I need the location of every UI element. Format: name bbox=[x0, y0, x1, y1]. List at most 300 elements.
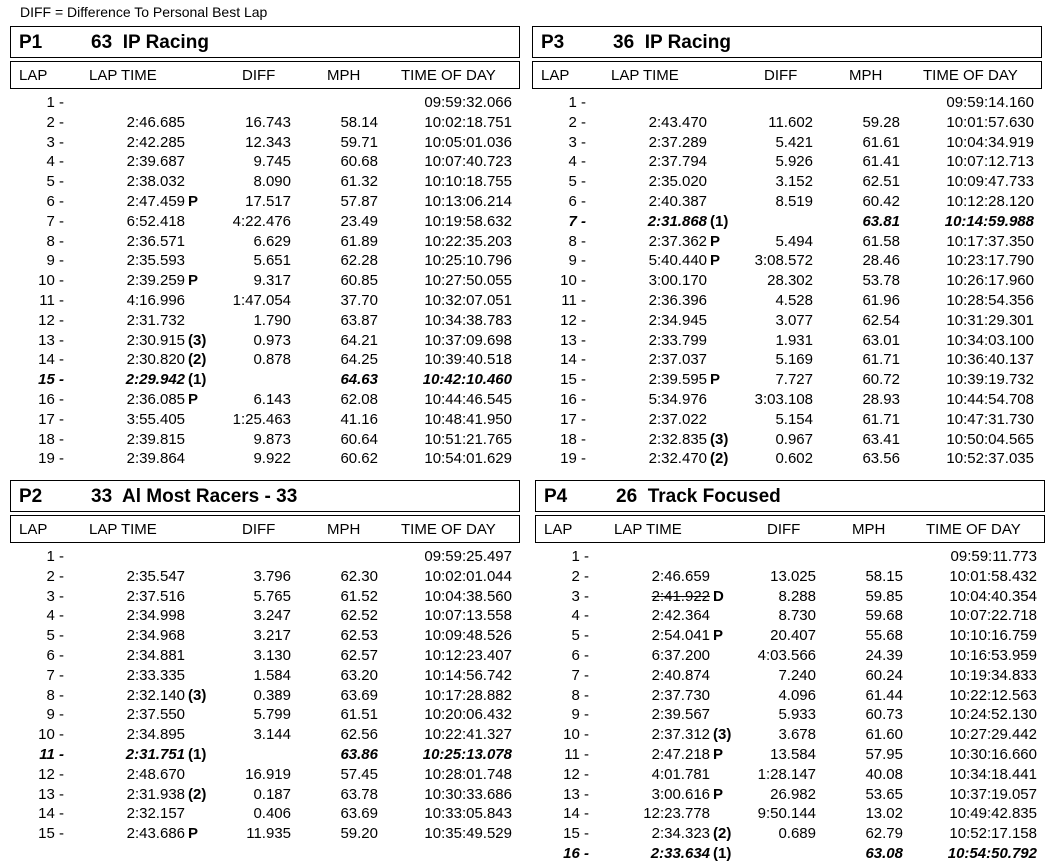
lap-diff: 9.922 bbox=[253, 450, 291, 468]
lap-time: 2:29.942 bbox=[125, 371, 185, 389]
lap-number: 6 - bbox=[571, 646, 589, 664]
lap-row bbox=[532, 390, 1042, 410]
lap-diff: 3.130 bbox=[253, 646, 291, 664]
lap-mph: 53.65 bbox=[865, 785, 903, 803]
lap-row bbox=[535, 745, 1045, 765]
time-of-day: 10:12:23.407 bbox=[424, 646, 512, 664]
lap-number: 14 - bbox=[38, 805, 64, 823]
best-lap-row bbox=[535, 844, 1045, 864]
lap-number: 10 - bbox=[560, 272, 586, 290]
lap-time: 2:34.968 bbox=[126, 627, 185, 645]
lap-diff: 9.745 bbox=[253, 153, 291, 171]
lap-time: 2:39.595 bbox=[648, 371, 707, 389]
lap-diff: 0.602 bbox=[775, 450, 813, 468]
lap-mph: 59.85 bbox=[865, 587, 903, 605]
lap-number: 14 - bbox=[38, 351, 64, 369]
lap-time: 2:35.547 bbox=[126, 567, 185, 585]
lap-header: LAP bbox=[544, 521, 573, 538]
time-of-day: 10:07:40.723 bbox=[424, 153, 512, 171]
lap-mph: 23.49 bbox=[340, 212, 378, 230]
lap-number: 7 - bbox=[46, 666, 64, 684]
lap-flag: (1) bbox=[713, 844, 732, 862]
lap-mph: 63.01 bbox=[862, 331, 900, 349]
lap-mph: 60.64 bbox=[340, 430, 378, 448]
lap-flag: (1) bbox=[188, 745, 207, 763]
lap-rows bbox=[10, 93, 520, 469]
finish-position: P4 bbox=[544, 486, 568, 507]
lap-mph: 28.46 bbox=[862, 252, 900, 270]
lap-number: 3 - bbox=[568, 133, 586, 151]
lap-row bbox=[10, 212, 520, 232]
lap-diff: 12.343 bbox=[245, 133, 291, 151]
lap-mph: 61.58 bbox=[862, 232, 900, 250]
lap-number: 13 - bbox=[563, 785, 589, 803]
time-of-day: 09:59:32.066 bbox=[424, 94, 512, 111]
lap-mph: 53.78 bbox=[862, 272, 900, 290]
lap-time: 2:30.820 bbox=[126, 351, 185, 369]
lap-mph: 63.20 bbox=[340, 666, 378, 684]
lap-flag: P bbox=[188, 825, 199, 843]
lap-number: 16 - bbox=[563, 844, 589, 862]
lap-number: 16 - bbox=[38, 390, 64, 408]
time-of-day: 10:42:10.460 bbox=[422, 371, 512, 389]
time-of-day: 10:04:40.354 bbox=[949, 587, 1037, 605]
lap-time: 2:34.945 bbox=[648, 311, 707, 329]
time-of-day: 10:14:59.988 bbox=[944, 212, 1034, 230]
lap-time: 2:46.659 bbox=[651, 567, 710, 585]
lap-number: 18 - bbox=[38, 430, 64, 448]
lap-diff: 8.090 bbox=[253, 173, 291, 191]
lap-mph: 57.87 bbox=[340, 192, 378, 210]
lap-mph: 62.57 bbox=[340, 646, 378, 664]
lap-number: 17 - bbox=[38, 410, 64, 428]
lap-mph: 57.95 bbox=[865, 745, 903, 763]
time-of-day: 10:07:12.713 bbox=[946, 153, 1034, 171]
time-of-day-header: TIME OF DAY bbox=[401, 521, 496, 538]
lap-row bbox=[532, 251, 1042, 271]
time-of-day: 10:54:01.629 bbox=[424, 450, 512, 468]
lap-row bbox=[10, 785, 520, 805]
lap-number: 1 - bbox=[46, 548, 64, 565]
lap-row bbox=[10, 152, 520, 172]
finish-position: P1 bbox=[19, 32, 43, 53]
time-of-day: 10:39:19.732 bbox=[946, 371, 1034, 389]
lap-number: 10 - bbox=[38, 272, 64, 290]
lap-number: 17 - bbox=[560, 410, 586, 428]
lap-diff: 5.799 bbox=[253, 706, 291, 724]
lap-number: 8 - bbox=[46, 232, 64, 250]
lap-number: 18 - bbox=[560, 430, 586, 448]
time-of-day: 09:59:11.773 bbox=[950, 548, 1037, 565]
lap-row bbox=[535, 547, 1045, 567]
panel-title-bar bbox=[535, 480, 1045, 512]
lap-diff: 26.982 bbox=[770, 785, 816, 803]
lap-row bbox=[532, 350, 1042, 370]
lap-row bbox=[10, 192, 520, 212]
lap-time: 2:39.815 bbox=[126, 430, 185, 448]
lap-flag: (3) bbox=[188, 331, 207, 349]
lap-row bbox=[10, 765, 520, 785]
lap-number: 3 - bbox=[46, 587, 64, 605]
car-name: 26 Track Focused bbox=[616, 486, 781, 507]
best-lap-row bbox=[532, 212, 1042, 232]
lap-mph: 41.16 bbox=[340, 410, 378, 428]
lap-mph: 61.61 bbox=[862, 133, 900, 151]
lap-diff: 5.765 bbox=[253, 587, 291, 605]
lap-mph: 61.71 bbox=[862, 410, 900, 428]
lap-diff: 0.389 bbox=[253, 686, 291, 704]
lap-number: 4 - bbox=[571, 607, 589, 625]
time-of-day-header: TIME OF DAY bbox=[401, 67, 496, 84]
lap-mph: 57.45 bbox=[340, 765, 378, 783]
lap-mph: 62.54 bbox=[862, 311, 900, 329]
lap-diff: 1.790 bbox=[253, 311, 291, 329]
lap-number: 19 - bbox=[560, 450, 586, 468]
lap-time: 5:40.440 bbox=[648, 252, 707, 270]
lap-time: 2:33.799 bbox=[648, 331, 707, 349]
lap-mph: 62.52 bbox=[340, 607, 378, 625]
lap-diff: 0.187 bbox=[253, 785, 291, 803]
lap-diff: 3.152 bbox=[775, 173, 813, 191]
lap-mph: 62.28 bbox=[340, 252, 378, 270]
time-of-day: 10:44:46.545 bbox=[424, 390, 512, 408]
lap-flag: (3) bbox=[713, 726, 732, 744]
lap-row bbox=[535, 705, 1045, 725]
lap-diff: 0.406 bbox=[253, 805, 291, 823]
best-lap-row bbox=[10, 745, 520, 765]
diff-legend: DIFF = Difference To Personal Best Lap bbox=[20, 4, 268, 20]
lap-time: 2:47.459 bbox=[126, 192, 185, 210]
lap-row bbox=[10, 390, 520, 410]
lap-mph: 63.87 bbox=[340, 311, 378, 329]
lap-time: 2:34.895 bbox=[126, 726, 185, 744]
lap-time: 2:37.550 bbox=[126, 706, 185, 724]
lap-mph: 63.81 bbox=[862, 212, 900, 230]
lap-row bbox=[10, 291, 520, 311]
time-of-day: 10:20:06.432 bbox=[424, 706, 512, 724]
lap-time: 4:16.996 bbox=[126, 291, 185, 309]
lap-diff: 0.973 bbox=[253, 331, 291, 349]
lap-diff: 17.517 bbox=[245, 192, 291, 210]
finish-position: P2 bbox=[19, 486, 43, 507]
mph-header: MPH bbox=[849, 67, 883, 84]
lap-row bbox=[535, 626, 1045, 646]
time-of-day: 10:39:40.518 bbox=[424, 351, 512, 369]
lap-time: 2:32.157 bbox=[126, 805, 185, 823]
lap-row bbox=[535, 646, 1045, 666]
lap-mph: 40.08 bbox=[865, 765, 903, 783]
time-of-day: 10:13:06.214 bbox=[424, 192, 512, 210]
lap-number: 8 - bbox=[568, 232, 586, 250]
time-of-day: 10:31:29.301 bbox=[946, 311, 1034, 329]
lap-time-header: LAP TIME bbox=[89, 521, 157, 538]
best-lap-row bbox=[10, 370, 520, 390]
lap-time: 2:37.022 bbox=[648, 410, 707, 428]
lap-diff: 16.743 bbox=[245, 113, 291, 131]
mph-header: MPH bbox=[852, 521, 886, 538]
lap-row bbox=[10, 311, 520, 331]
lap-number: 11 - bbox=[39, 291, 64, 309]
lap-mph: 61.71 bbox=[862, 351, 900, 369]
time-of-day: 10:22:35.203 bbox=[424, 232, 512, 250]
car-name: 63 IP Racing bbox=[91, 32, 209, 53]
lap-flag: P bbox=[710, 371, 721, 389]
time-of-day: 10:07:22.718 bbox=[949, 607, 1037, 625]
lap-number: 1 - bbox=[46, 94, 64, 111]
lap-row bbox=[10, 251, 520, 271]
diff-header: DIFF bbox=[242, 67, 276, 84]
time-of-day: 10:34:38.783 bbox=[424, 311, 512, 329]
lap-mph: 60.85 bbox=[340, 272, 378, 290]
lap-time: 2:36.085 bbox=[126, 390, 185, 408]
lap-number: 19 - bbox=[38, 450, 64, 468]
lap-mph: 63.08 bbox=[865, 844, 903, 862]
time-of-day: 10:30:16.660 bbox=[949, 745, 1037, 763]
panel-title-bar bbox=[532, 26, 1042, 58]
lap-flag: D bbox=[713, 587, 724, 605]
lap-diff: 1:47.054 bbox=[232, 291, 291, 309]
lap-number: 7 - bbox=[46, 212, 64, 230]
lap-time: 2:54.041 bbox=[651, 627, 710, 645]
lap-time: 2:37.362 bbox=[648, 232, 707, 250]
lap-row bbox=[532, 113, 1042, 133]
lap-flag: (1) bbox=[188, 371, 207, 389]
lap-flag: P bbox=[188, 272, 199, 290]
lap-diff: 1.931 bbox=[775, 331, 813, 349]
lap-row bbox=[535, 725, 1045, 745]
time-of-day: 10:52:17.158 bbox=[949, 825, 1037, 843]
time-of-day: 10:34:03.100 bbox=[946, 331, 1034, 349]
lap-flag: (3) bbox=[188, 686, 207, 704]
time-of-day: 10:14:56.742 bbox=[424, 666, 512, 684]
lap-row bbox=[532, 291, 1042, 311]
lap-time: 6:37.200 bbox=[651, 646, 710, 664]
lap-number: 9 - bbox=[46, 252, 64, 270]
lap-time: 2:39.567 bbox=[651, 706, 710, 724]
lap-mph: 63.56 bbox=[862, 450, 900, 468]
lap-row bbox=[10, 804, 520, 824]
lap-row bbox=[10, 133, 520, 153]
lap-number: 11 - bbox=[561, 291, 586, 309]
time-of-day: 10:07:13.558 bbox=[424, 607, 512, 625]
lap-diff: 28.302 bbox=[767, 272, 813, 290]
time-of-day: 10:19:34.833 bbox=[949, 666, 1037, 684]
time-of-day: 10:30:33.686 bbox=[424, 785, 512, 803]
lap-row bbox=[10, 449, 520, 469]
lap-mph: 61.60 bbox=[865, 726, 903, 744]
lap-time: 2:35.020 bbox=[648, 173, 707, 191]
lap-diff: 4.528 bbox=[775, 291, 813, 309]
lap-row bbox=[532, 430, 1042, 450]
lap-number: 9 - bbox=[46, 706, 64, 724]
time-of-day: 10:09:47.733 bbox=[946, 173, 1034, 191]
lap-number: 13 - bbox=[560, 331, 586, 349]
lap-row bbox=[532, 271, 1042, 291]
lap-row bbox=[532, 172, 1042, 192]
time-of-day: 10:27:50.055 bbox=[424, 272, 512, 290]
lap-flag: (3) bbox=[710, 430, 729, 448]
time-of-day: 10:02:18.751 bbox=[424, 113, 512, 131]
lap-mph: 59.28 bbox=[862, 113, 900, 131]
time-of-day: 09:59:14.160 bbox=[946, 94, 1034, 111]
lap-flag: (2) bbox=[188, 351, 207, 369]
lap-diff: 8.730 bbox=[778, 607, 816, 625]
lap-time: 2:46.685 bbox=[126, 113, 185, 131]
lap-diff: 5.169 bbox=[775, 351, 813, 369]
lap-time: 2:42.285 bbox=[126, 133, 185, 151]
lap-row bbox=[532, 410, 1042, 430]
time-of-day: 10:04:38.560 bbox=[424, 587, 512, 605]
time-of-day: 10:50:04.565 bbox=[946, 430, 1034, 448]
lap-number: 10 - bbox=[563, 726, 589, 744]
lap-number: 6 - bbox=[46, 192, 64, 210]
time-of-day: 10:44:54.708 bbox=[946, 390, 1034, 408]
lap-row bbox=[10, 172, 520, 192]
lap-flag: P bbox=[710, 252, 721, 270]
lap-flag: (2) bbox=[713, 825, 732, 843]
panel-title-bar bbox=[10, 26, 520, 58]
lap-number: 12 - bbox=[38, 311, 64, 329]
time-of-day: 10:24:52.130 bbox=[949, 706, 1037, 724]
lap-time: 3:00.170 bbox=[648, 272, 707, 290]
lap-header: LAP bbox=[19, 67, 48, 84]
time-of-day: 10:54:50.792 bbox=[947, 844, 1037, 862]
time-of-day: 10:52:37.035 bbox=[946, 450, 1034, 468]
lap-time-header: LAP TIME bbox=[614, 521, 682, 538]
lap-diff: 0.878 bbox=[253, 351, 291, 369]
lap-mph: 64.25 bbox=[340, 351, 378, 369]
time-of-day: 10:16:53.959 bbox=[949, 646, 1037, 664]
lap-row bbox=[10, 567, 520, 587]
finish-position: P3 bbox=[541, 32, 565, 53]
lap-time: 12:23.778 bbox=[643, 805, 710, 823]
lap-mph: 60.68 bbox=[340, 153, 378, 171]
lap-mph: 28.93 bbox=[862, 390, 900, 408]
diff-header: DIFF bbox=[767, 521, 801, 538]
lap-diff: 13.025 bbox=[770, 567, 816, 585]
lap-mph: 59.20 bbox=[340, 825, 378, 843]
lap-time: 2:30.915 bbox=[126, 331, 185, 349]
lap-mph: 61.41 bbox=[862, 153, 900, 171]
lap-diff: 11.935 bbox=[246, 825, 291, 843]
lap-diff: 11.602 bbox=[768, 113, 813, 131]
lap-rows bbox=[535, 547, 1045, 864]
lap-diff: 16.919 bbox=[245, 765, 291, 783]
time-of-day: 10:19:58.632 bbox=[424, 212, 512, 230]
lap-number: 7 - bbox=[568, 212, 586, 230]
time-of-day: 10:22:41.327 bbox=[424, 726, 512, 744]
time-of-day: 10:17:28.882 bbox=[424, 686, 512, 704]
lap-row bbox=[10, 626, 520, 646]
time-of-day: 10:27:29.442 bbox=[949, 726, 1037, 744]
lap-time: 2:31.868 bbox=[647, 212, 707, 230]
time-of-day: 10:01:57.630 bbox=[946, 113, 1034, 131]
lap-number: 15 - bbox=[560, 371, 586, 389]
lap-number: 15 - bbox=[38, 825, 64, 843]
lap-time: 2:34.323 bbox=[651, 825, 710, 843]
lap-time: 2:33.634 bbox=[650, 844, 710, 862]
lap-row bbox=[532, 192, 1042, 212]
lap-number: 16 - bbox=[560, 390, 586, 408]
lap-time: 2:37.516 bbox=[126, 587, 185, 605]
lap-mph: 60.42 bbox=[862, 192, 900, 210]
lap-number: 2 - bbox=[571, 567, 589, 585]
mph-header: MPH bbox=[327, 67, 361, 84]
time-of-day: 10:28:54.356 bbox=[946, 291, 1034, 309]
lap-number: 4 - bbox=[568, 153, 586, 171]
lap-flag: P bbox=[188, 390, 199, 408]
lap-number: 4 - bbox=[46, 607, 64, 625]
lap-time: 6:52.418 bbox=[126, 212, 185, 230]
lap-diff: 7.240 bbox=[778, 666, 816, 684]
lap-time-header: LAP TIME bbox=[611, 67, 679, 84]
lap-time: 3:00.616 bbox=[651, 785, 710, 803]
lap-number: 2 - bbox=[46, 113, 64, 131]
lap-mph: 61.44 bbox=[865, 686, 903, 704]
time-of-day: 10:01:58.432 bbox=[949, 567, 1037, 585]
lap-time: 2:43.470 bbox=[648, 113, 707, 131]
lap-time: 3:55.405 bbox=[126, 410, 185, 428]
lap-row bbox=[10, 271, 520, 291]
lap-row bbox=[532, 311, 1042, 331]
lap-diff: 3.144 bbox=[253, 726, 291, 744]
time-of-day: 10:25:10.796 bbox=[424, 252, 512, 270]
time-of-day: 10:33:05.843 bbox=[424, 805, 512, 823]
lap-time: 2:40.874 bbox=[651, 666, 710, 684]
mph-header: MPH bbox=[327, 521, 361, 538]
lap-diff: 6.629 bbox=[253, 232, 291, 250]
time-of-day: 10:23:17.790 bbox=[946, 252, 1034, 270]
lap-row bbox=[10, 686, 520, 706]
lap-time: 2:32.470 bbox=[648, 450, 707, 468]
time-of-day: 10:04:34.919 bbox=[946, 133, 1034, 151]
column-header-row bbox=[10, 515, 520, 543]
lap-row bbox=[535, 785, 1045, 805]
car-name: 36 IP Racing bbox=[613, 32, 731, 53]
lap-number: 5 - bbox=[571, 627, 589, 645]
lap-diff: 4:03.566 bbox=[757, 646, 816, 664]
lap-time: 2:32.835 bbox=[648, 430, 707, 448]
lap-time: 2:37.794 bbox=[648, 153, 707, 171]
lap-row bbox=[10, 113, 520, 133]
lap-row bbox=[535, 567, 1045, 587]
lap-time: 2:34.881 bbox=[126, 646, 185, 664]
lap-number: 1 - bbox=[568, 94, 586, 111]
lap-time: 2:41.922 bbox=[651, 587, 710, 605]
lap-number: 9 - bbox=[568, 252, 586, 270]
time-of-day: 10:37:19.057 bbox=[949, 785, 1037, 803]
lap-number: 11 - bbox=[39, 745, 64, 763]
lap-time: 2:31.938 bbox=[126, 785, 185, 803]
lap-mph: 59.68 bbox=[865, 607, 903, 625]
time-of-day: 10:17:37.350 bbox=[946, 232, 1034, 250]
lap-time: 2:39.864 bbox=[126, 450, 185, 468]
lap-time: 2:40.387 bbox=[648, 192, 707, 210]
lap-row bbox=[535, 765, 1045, 785]
lap-number: 9 - bbox=[571, 706, 589, 724]
lap-time: 2:31.751 bbox=[125, 745, 185, 763]
lap-number: 14 - bbox=[563, 805, 589, 823]
lap-diff: 3.077 bbox=[775, 311, 813, 329]
lap-time: 2:33.335 bbox=[126, 666, 185, 684]
lap-mph: 55.68 bbox=[865, 627, 903, 645]
lap-diff: 0.967 bbox=[775, 430, 813, 448]
lap-mph: 61.89 bbox=[340, 232, 378, 250]
lap-time: 2:32.140 bbox=[126, 686, 185, 704]
time-of-day: 10:09:48.526 bbox=[424, 627, 512, 645]
lap-number: 1 - bbox=[571, 548, 589, 565]
lap-mph: 61.52 bbox=[340, 587, 378, 605]
